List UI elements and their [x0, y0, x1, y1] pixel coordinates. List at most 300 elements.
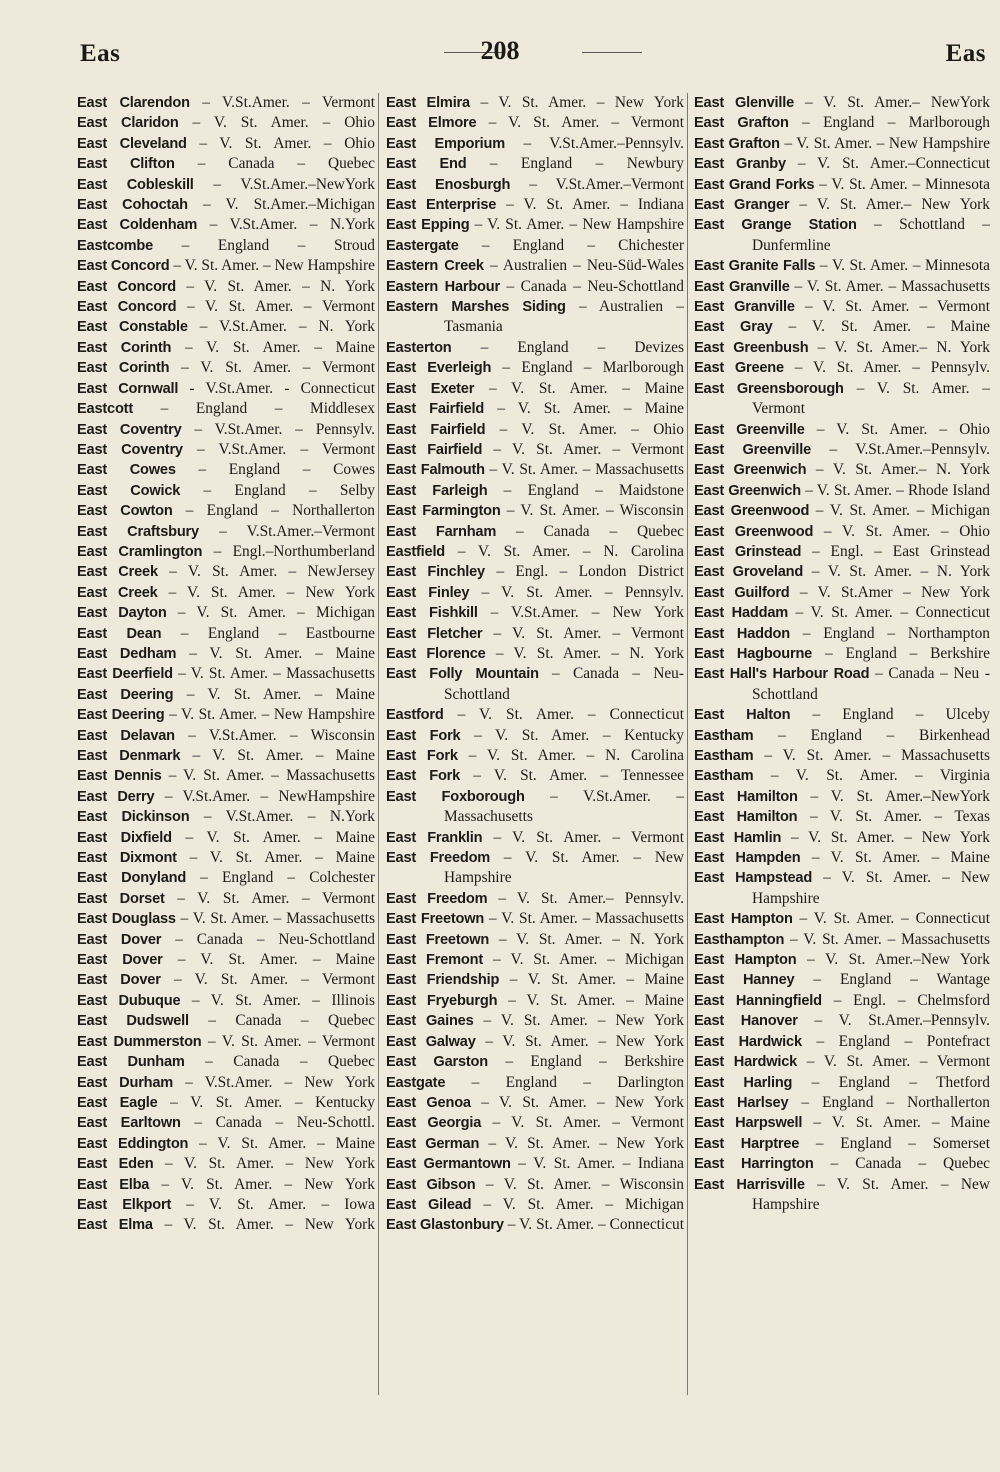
place-name: East Granville [694, 299, 795, 316]
place-name: East Exeter [386, 380, 475, 397]
gazetteer-entry [77, 766, 375, 786]
place-location: – England – Chichester [458, 236, 684, 254]
place-name: East Hanover [694, 1013, 798, 1030]
place-location: – V. St. Amer. – Ohio [804, 420, 990, 438]
gazetteer-entry [694, 705, 990, 725]
place-location: – V. St. Amer.– New York [789, 196, 990, 214]
gazetteer-entry [77, 1052, 375, 1072]
place-name: East Dickinson [77, 809, 190, 826]
place-name: East Hanney [694, 972, 795, 989]
gazetteer-entry [694, 460, 990, 480]
gazetteer-column-1 [77, 93, 375, 1236]
place-name: East Elma [77, 1217, 153, 1234]
place-location: – V. St. Amer. – Maine [474, 379, 684, 397]
place-name: East Clarendon [77, 95, 190, 111]
gazetteer-entry [694, 1113, 990, 1133]
place-name: Eastergate [386, 237, 459, 254]
place-location: – V.St.Amer.–Pennsylv. [811, 440, 990, 458]
place-location: – V. St. Amer. – Vermont [482, 828, 684, 846]
place-name: East Fairfield [386, 421, 486, 438]
place-location: – V. St. Amer. – New Hampshire [752, 869, 990, 907]
place-location: – V. St. Amer. – Rhode Island [801, 481, 990, 499]
place-name: East Douglass [77, 911, 176, 928]
gazetteer-entry [77, 134, 375, 154]
place-name: East Greenwood [694, 523, 814, 540]
place-name: East Gibson [386, 1176, 476, 1193]
place-name: East Fairfield [386, 441, 483, 458]
gazetteer-entry [386, 1215, 684, 1235]
place-name: East Dorset [77, 890, 165, 907]
gazetteer-entry [77, 909, 375, 929]
place-location: – V. St. Amer.– NewYork [794, 94, 990, 111]
place-name: East Elmira [386, 95, 470, 111]
gazetteer-entry [77, 154, 375, 174]
gazetteer-entry [386, 440, 684, 460]
place-name: East Harlsey [694, 1094, 789, 1111]
place-name: East Concord [77, 258, 170, 275]
place-name: East Epping [386, 217, 470, 234]
gazetteer-entry [694, 420, 990, 440]
gazetteer-entry [77, 460, 375, 480]
place-location: – V. St. Amer. – Illinois [180, 991, 375, 1009]
place-name: East Dixfield [77, 829, 172, 846]
place-location: – V. St. Amer. – Kentucky [157, 1093, 375, 1111]
gazetteer-entry [694, 664, 990, 705]
gazetteer-entry [77, 603, 375, 623]
place-location: – England – Cowes [175, 461, 376, 479]
place-name: East Freetown [386, 911, 485, 928]
place-location: – England – Eastbourne [161, 624, 375, 642]
place-name: East Grafton [694, 115, 789, 132]
place-name: Eastern Marshes Siding [386, 299, 566, 316]
gazetteer-entry [77, 950, 375, 970]
place-name: East Hardwick [694, 1033, 802, 1050]
gazetteer-entry [694, 195, 990, 215]
place-location: – V. St. Amer. – NewJersey [157, 563, 375, 581]
gazetteer-entry [77, 1195, 375, 1215]
gazetteer-entry [386, 522, 684, 542]
gazetteer-entry [386, 1134, 684, 1154]
gazetteer-entry [386, 1052, 684, 1072]
gazetteer-entry [694, 175, 990, 195]
place-name: Eastham [694, 768, 754, 785]
place-location: – V. St. Amer. – Connecticut [443, 706, 684, 724]
place-name: East Craftsbury [77, 523, 199, 540]
place-name: East Dixmont [77, 850, 177, 867]
place-name: East Foxborough [386, 788, 525, 805]
gazetteer-entry [77, 338, 375, 358]
place-name: East Farmington [386, 503, 501, 520]
gazetteer-entry [694, 134, 990, 154]
gazetteer-entry [386, 277, 684, 297]
place-location: – V. St. Amer. – Minnesota [814, 175, 991, 193]
place-location: – Canada – Quebec [174, 155, 375, 173]
place-name: East Elba [77, 1176, 150, 1193]
place-location: – V.St.Amer. – New York [173, 1073, 375, 1091]
place-location: – V. St. Amer. – Michigan [471, 1195, 684, 1213]
gazetteer-entry [77, 930, 375, 950]
gazetteer-entry [386, 236, 684, 256]
place-location: – V. St. Amer. – Indiana [496, 196, 684, 214]
gazetteer-entry [77, 522, 375, 542]
place-name: East Fork [386, 768, 461, 785]
place-location: – V. St. Amer. – Vermont [201, 1032, 375, 1050]
place-location: – V.St.Amer. – New York [477, 604, 684, 622]
place-location: – V. St. Amer. – Maine [173, 685, 375, 703]
right-running-head: Eas [945, 40, 986, 67]
place-name: East Harling [694, 1074, 793, 1091]
place-location: – Canada – Quebec [184, 1053, 375, 1071]
place-location: – V. St. Amer. – Ohio [186, 134, 375, 152]
place-name: East Hamlin [694, 829, 782, 846]
place-name: East Fremont [386, 952, 484, 969]
gazetteer-entry [386, 154, 684, 174]
place-name: East Enterprise [386, 197, 497, 214]
gazetteer-entry [694, 624, 990, 644]
place-location: – England – Colchester [186, 869, 376, 887]
gazetteer-entry [77, 1011, 375, 1031]
place-location: – England – Birkenhead [753, 726, 990, 744]
place-location: – V. St. Amer. – Maine [772, 318, 990, 336]
place-name: East Grange Station [694, 217, 857, 234]
place-name: Eastham [694, 748, 754, 764]
place-name: East Cohoctah [77, 197, 188, 214]
place-location: – Canada – Neu-Schottland [499, 277, 684, 295]
place-name: East Fairfield [386, 401, 485, 418]
gazetteer-entry [386, 175, 684, 195]
gazetteer-entry [77, 256, 375, 276]
place-name: East Harrington [694, 1156, 814, 1173]
place-location: – V. St. Amer. – Virginia [753, 767, 990, 785]
gazetteer-entry [694, 828, 990, 848]
gazetteer-entry [694, 991, 990, 1011]
place-name: East Everleigh [386, 360, 492, 377]
gazetteer-entry [386, 1032, 684, 1052]
place-location: - V.St.Amer. - Connecticut [178, 379, 376, 397]
gazetteer-entry [77, 1134, 375, 1154]
place-location: – England – Northampton [789, 624, 990, 642]
place-location: – V. St. Amer. – Pennsylv. [783, 359, 990, 377]
place-name: East Dover [77, 931, 162, 948]
place-location: – England – Ulceby [790, 706, 990, 724]
place-name: East German [386, 1135, 480, 1152]
place-name: East Dayton [77, 605, 167, 622]
place-name: East Dedham [77, 645, 177, 662]
gazetteer-entry [386, 460, 684, 480]
gazetteer-entry [694, 583, 990, 603]
gazetteer-entry [694, 787, 990, 807]
place-location: – England – Somerset [799, 1134, 990, 1152]
place-name: Easterton [386, 339, 452, 356]
place-location: – V. St. Amer. – N. York [485, 644, 684, 662]
place-name: East Freedom [386, 850, 491, 867]
place-location: – V. St. Amer. – Vermont [794, 298, 990, 316]
place-location: – V. St. Amer. – Massachusetts [172, 665, 375, 683]
place-name: East Enosburgh [386, 176, 511, 193]
place-location: – V. St. Amer. – Massachusetts [484, 910, 684, 928]
place-location: – V.St.Amer. – Massachusetts [444, 787, 684, 826]
place-location: – V.St.Amer. – NewHampshire [154, 787, 375, 805]
place-name: East Claridon [77, 115, 179, 132]
place-name: East Hampden [694, 850, 801, 867]
place-location: – England – Wantage [794, 971, 990, 989]
place-name: East Hall's Harbour Road [694, 666, 870, 683]
gazetteer-entry [77, 93, 375, 113]
place-location: – V. St. Amer. – Maine [499, 971, 684, 989]
gazetteer-entry [694, 644, 990, 664]
place-location: – V. St. Amer. – Texas [797, 808, 990, 826]
place-location: – V.St.Amer.–Vermont [510, 175, 684, 193]
gazetteer-entry [386, 542, 684, 562]
place-name: East Dean [77, 625, 162, 642]
place-name: East Cleveland [77, 135, 187, 152]
place-name: East Delavan [77, 727, 175, 744]
gazetteer-entry [77, 481, 375, 501]
place-name: East Hagbourne [694, 645, 813, 662]
place-name: East Granger [694, 197, 790, 214]
place-location: – England – Marlborough [788, 114, 990, 132]
gazetteer-entry [77, 970, 375, 990]
place-location: – V.St.Amer. – N.York [197, 216, 375, 234]
place-location: – V.St.Amer. – Vermont [182, 440, 375, 458]
gazetteer-entry [694, 1011, 990, 1031]
place-location: – V. St. Amer. – Vermont [476, 114, 684, 132]
gazetteer-entry [694, 950, 990, 970]
gazetteer-entry [694, 848, 990, 868]
gazetteer-entry [386, 991, 684, 1011]
gazetteer-entry [694, 1134, 990, 1154]
place-name: East Glastonbury [386, 1217, 504, 1234]
place-name: East Grinstead [694, 543, 802, 560]
place-name: East Eddington [77, 1135, 189, 1152]
place-name: East Eden [77, 1156, 154, 1173]
place-location: – V. St. Amer. – Vermont [176, 298, 375, 316]
place-name: East Creek [77, 584, 158, 601]
gazetteer-entry [694, 746, 990, 766]
place-location: – V.St.Amer. – Vermont [189, 94, 375, 111]
place-name: East Hamilton [694, 809, 798, 826]
gazetteer-entry [386, 195, 684, 215]
place-location: – V. St. Amer. – N. York [176, 277, 375, 295]
gazetteer-entry [386, 501, 684, 521]
place-name: Eastford [386, 707, 444, 724]
place-name: East Grafton [694, 135, 780, 152]
gazetteer-entry [694, 317, 990, 337]
place-name: East Fryeburgh [386, 992, 498, 1009]
place-name: East Glenville [694, 95, 795, 111]
place-location: – V.St.Amer. – N. York [187, 318, 375, 336]
place-location: – V. St. Amer. – New York [479, 1134, 684, 1152]
place-location: – V.St.Amer. – Pennsylv. [181, 420, 375, 438]
gazetteer-entry [694, 277, 990, 297]
place-location: – V. St. Amer. – Minnesota [815, 257, 991, 275]
gazetteer-entry [77, 848, 375, 868]
place-location: – V. St. Amer.– Pennsylv. [487, 889, 684, 907]
place-location: – V. St. Amer. – Wisconsin [500, 502, 684, 520]
page-header [0, 30, 1000, 80]
gazetteer-entry [77, 746, 375, 766]
place-location: – V. St. Amer. – Maine [171, 828, 375, 846]
place-location: – Canada – Quebec [813, 1155, 990, 1173]
gazetteer-entry [386, 420, 684, 440]
place-name: Eastcott [77, 401, 133, 418]
place-location: – V.St.Amer.–Pennsylv. [505, 134, 684, 152]
place-location: – V. St. Amer. – N. Carolina [457, 747, 684, 764]
place-location: – England – Marlborough [491, 359, 684, 377]
place-location: – England – Selby [180, 481, 375, 499]
place-location: – England – Northallerton [172, 502, 375, 520]
gazetteer-entry [77, 277, 375, 297]
place-location: – Engl. – Chelmsford [821, 991, 990, 1009]
place-name: East Derry [77, 788, 155, 805]
place-location: – V. St. Amer. – Wisconsin [475, 1175, 684, 1193]
place-location: – Canada – Neu-Schottland [161, 930, 375, 948]
place-name: East Haddon [694, 625, 790, 642]
place-location: – V. St. Amer. – New York [153, 1155, 375, 1173]
place-location: – England – Northallerton [788, 1093, 990, 1111]
place-location: – V. St. Amer.–New York [796, 951, 990, 969]
place-location: – V. St. Amer. – New Hampshire [779, 134, 990, 152]
place-location: – V. St. Amer. – Vermont [481, 1114, 684, 1132]
place-name: East Elmore [386, 115, 477, 132]
place-name: East Germantown [386, 1156, 511, 1173]
gazetteer-entry [386, 399, 684, 419]
gazetteer-entry [77, 358, 375, 378]
gazetteer-entry [386, 134, 684, 154]
gazetteer-entry [386, 624, 684, 644]
place-name: East Fletcher [386, 625, 483, 642]
place-name: East Coldenham [77, 217, 198, 234]
place-name: East Concord [77, 299, 177, 316]
place-name: East Denmark [77, 748, 181, 764]
place-name: East Cowes [77, 462, 176, 479]
gazetteer-entry [386, 93, 684, 113]
place-name: East Constable [77, 319, 188, 336]
place-location: – V.St.Amer. – Wisconsin [174, 726, 375, 744]
gazetteer-entry [77, 991, 375, 1011]
place-name: Eastham [694, 727, 754, 744]
place-name: East Grand Forks [694, 176, 815, 193]
gazetteer-entry [77, 399, 375, 419]
place-name: East Halton [694, 707, 791, 724]
place-location: – V. St. Amer. – Vermont [169, 359, 375, 377]
gazetteer-entry [77, 562, 375, 582]
place-location: – V. St. Amer. – Michigan [809, 502, 990, 520]
gazetteer-entry [77, 1073, 375, 1093]
gazetteer-entry [386, 889, 684, 909]
place-name: East Gaines [386, 1013, 474, 1030]
place-name: Eastern Harbour [386, 278, 500, 295]
place-name: East Eagle [77, 1094, 158, 1111]
gazetteer-entry [694, 1175, 990, 1216]
gazetteer-entry [77, 542, 375, 562]
place-name: East Guilford [694, 584, 790, 601]
gazetteer-entry [77, 583, 375, 603]
column-divider-2 [687, 93, 688, 1395]
place-location: – V. St. Amer. – Maine [802, 1114, 990, 1132]
gazetteer-entry [694, 440, 990, 460]
gazetteer-entry [77, 1093, 375, 1113]
gazetteer-entry [386, 787, 684, 828]
gazetteer-entry [386, 664, 684, 705]
place-name: East Greenville [694, 441, 812, 458]
gazetteer-entry [77, 705, 375, 725]
gazetteer-entry [694, 113, 990, 133]
gazetteer-entry [77, 889, 375, 909]
gazetteer-column-2 [386, 93, 684, 1236]
gazetteer-entry [694, 807, 990, 827]
gazetteer-entry [386, 1113, 684, 1133]
place-location: – V. St. Amer. – Kentucky [460, 726, 684, 744]
gazetteer-entry [77, 807, 375, 827]
gazetteer-entry [386, 930, 684, 950]
gazetteer-entry [386, 644, 684, 664]
place-location: – England – Thetford [792, 1073, 990, 1091]
gazetteer-entry [694, 338, 990, 358]
place-name: East Granite Falls [694, 258, 816, 275]
place-location: – V. St. Amer. – Vermont [482, 440, 684, 458]
place-location: – Schottland – Dunfermline [752, 216, 990, 254]
place-location: – V. St. Amer. – Tennessee [460, 767, 684, 785]
place-name: East Haddam [694, 605, 789, 622]
place-location: – V. St. Amer.– N. York [806, 461, 991, 479]
place-name: East Coventry [77, 421, 182, 438]
gazetteer-entry [77, 420, 375, 440]
gazetteer-entry [77, 440, 375, 460]
place-name: East Cobleskill [77, 176, 194, 193]
place-name: East Gilead [386, 1196, 472, 1213]
place-location: – V. St. Amer. – Maine [497, 991, 685, 1009]
gazetteer-entry [386, 1011, 684, 1031]
gazetteer-entry [77, 1215, 375, 1235]
place-location: – V. St. Amer. – Maine [188, 1134, 375, 1152]
place-location: – V. St. Amer. – New York [157, 583, 375, 601]
gazetteer-entry [694, 379, 990, 420]
place-location: – V. St. Amer. – Iowa [171, 1195, 375, 1213]
gazetteer-entry [694, 542, 990, 562]
place-location: – V. St. Amer.–NewYork [797, 787, 990, 805]
place-name: East Gray [694, 319, 773, 336]
place-name: East Cramlington [77, 543, 203, 560]
place-location: – V. St. Amer. – Maine [180, 747, 375, 764]
place-name: East Greenwich [694, 482, 802, 499]
gazetteer-entry [77, 664, 375, 684]
place-location: – Engl.–Northumberland [202, 542, 375, 560]
place-location: – England – Devizes [451, 338, 684, 356]
gazetteer-entry [694, 215, 990, 256]
place-location: – V. St. Amer. – New Hampshire [444, 849, 684, 887]
place-name: East Corinth [77, 339, 172, 356]
gazetteer-entry [386, 950, 684, 970]
gazetteer-entry [386, 1073, 684, 1093]
place-location: – V. St. Amer.–Connecticut [785, 155, 990, 173]
place-location: – V. St. Amer. – New York [470, 1093, 684, 1111]
gazetteer-entry [77, 317, 375, 337]
place-name: East Finchley [386, 564, 485, 581]
gazetteer-entry [77, 195, 375, 215]
place-location: – V. St. Amer. – New Hampshire [469, 216, 684, 234]
gazetteer-entry [77, 113, 375, 133]
place-name: East Hampton [694, 911, 793, 928]
place-location: – V. St. Amer. – Maine [800, 849, 990, 867]
gazetteer-entry [77, 828, 375, 848]
place-name: East Donyland [77, 870, 187, 887]
place-name: East Durham [77, 1074, 174, 1091]
place-name: East Groveland [694, 564, 804, 581]
place-location: – England – Maidstone [487, 481, 685, 499]
place-location: – V. St. Amer. – Massachusetts [161, 767, 375, 785]
gazetteer-entry [386, 215, 684, 235]
